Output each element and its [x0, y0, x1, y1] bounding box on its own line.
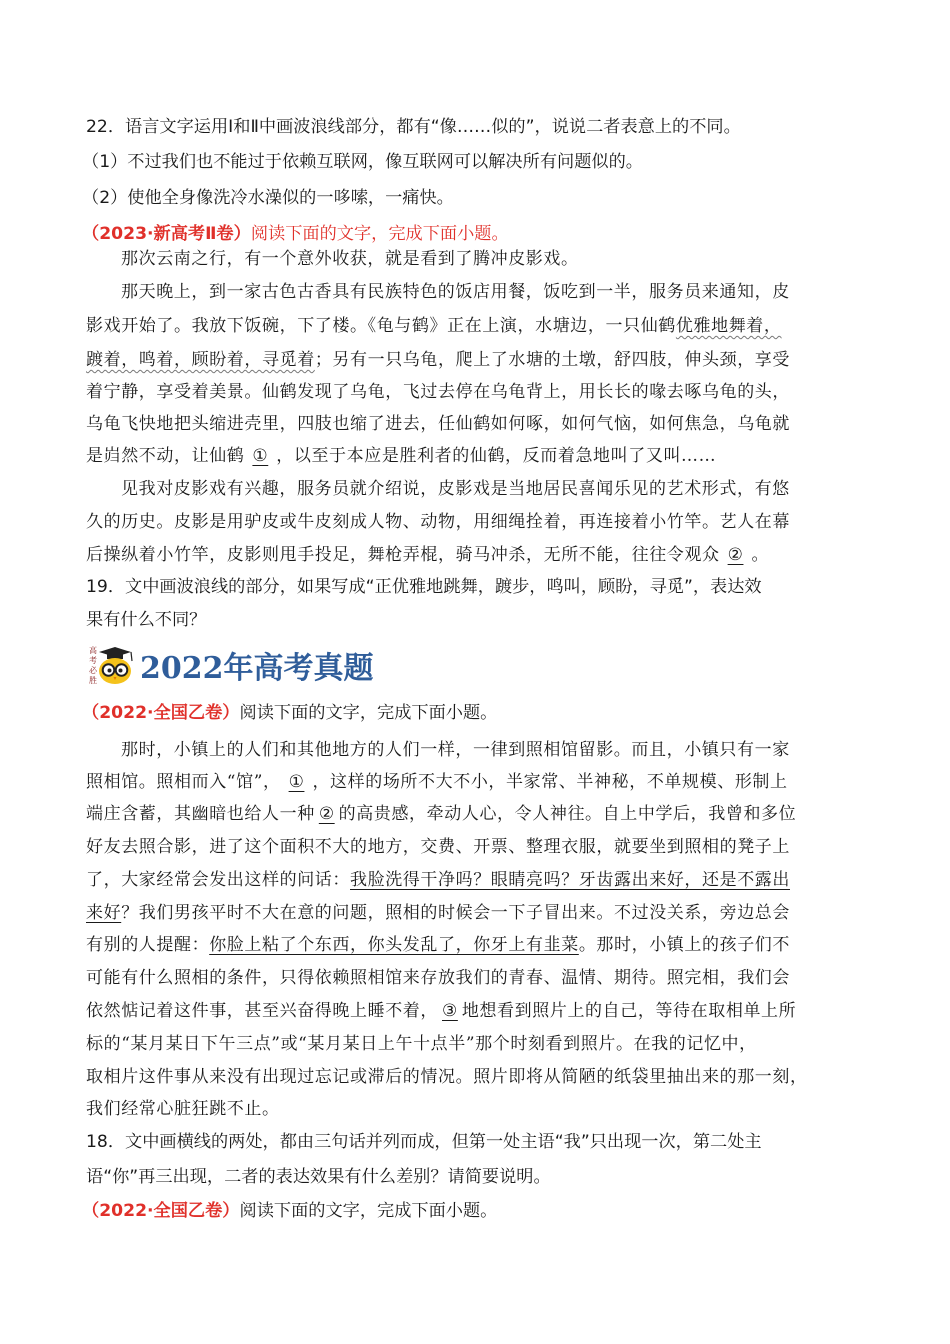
source-tag: （2022·全国乙卷） [82, 703, 240, 723]
passage2-line-6: 来好？我们男孩平时不大在意的问题，照相的时候会一下子冒出来。不过没关系，旁边总会 [86, 903, 791, 923]
passage2-line-4: 好友去照合影，进了这个面积不大的地方，交费、开票、整理衣服，就要坐到照相的凳子上 [86, 837, 790, 857]
source-instruction: 阅读下面的文字，完成下面小题。 [239, 1201, 498, 1221]
question-18-line-2: 语“你”再三出现，二者的表达效果有什么差别？请简要说明。 [86, 1167, 551, 1187]
source-tag: （2022·全国乙卷） [82, 1201, 240, 1221]
blank-2: ② [727, 545, 744, 565]
passage2-line-8: 可能有什么照相的条件，只得依赖照相馆来存放我们的青春、温情、期待。照完相，我们会 [86, 968, 790, 988]
passage1-line-10: 后操纵着小竹竿，皮影则甩手投足，舞枪弄棍，骑马冲杀，无所不能，往往令观众 ② 。 [86, 540, 769, 570]
underlined-text-1-end: 来好 [86, 903, 122, 923]
passage1-line-3: 影戏开始了。我放下饭碗，下了楼。《龟与鹤》正在上演，水塘边，一只仙鹤优雅地舞着， [86, 316, 782, 336]
passage1-line-7: 是岿然不动，让仙鹤 ① ，以至于本应是胜利者的仙鹤，反而着急地叫了又叫…… [86, 441, 716, 471]
svg-text:考: 考 [89, 656, 97, 665]
svg-text:胜: 胜 [89, 676, 97, 685]
source-instruction: 阅读下面的文字，完成下面小题。 [250, 224, 509, 244]
banner-title: 2022年高考真题 [140, 651, 374, 686]
question-19-line-1: 19．文中画波浪线的部分，如果写成“正优雅地跳舞，踱步，鸣叫，顾盼，寻觅”，表达效 [86, 577, 762, 597]
passage2-line-11: 取相片这件事从来没有出现过忘记或滞后的情况。照片即将从简陋的纸袋里抽出来的那一刻， [86, 1067, 808, 1087]
question-22-item-1: （1）不过我们也不能过于依赖互联网，像互联网可以解决所有问题似的。 [82, 152, 643, 172]
question-22-stem: 22．语言文字运用Ⅰ和Ⅱ中画波浪线部分，都有“像……似的”，说说二者表意上的不同。 [86, 117, 741, 137]
source-header-2022-b [82, 1196, 497, 1226]
passage2-line-9: 依然惦记着这件事，甚至兴奋得晚上睡不着， ③ 地想看到照片上的自己，等待在取相单上所 [86, 996, 796, 1026]
svg-text:高: 高 [89, 646, 97, 655]
passage1-line-8: 见我对皮影戏有兴趣，服务员就介绍说，皮影戏是当地居民喜闻乐见的艺术形式，有悠 [121, 479, 790, 499]
question-18-line-1: 18．文中画横线的两处，都由三句话并列而成，但第一处主语“我”只出现一次，第二处主 [86, 1132, 762, 1152]
passage1-line-6: 乌龟飞快地把头缩进壳里，四肢也缩了进去，任仙鹤如何啄，如何气恼，如何焦急，乌龟就 [86, 414, 790, 434]
passage2-line-7: 有别的人提醒：你脸上粘了个东西，你头发乱了，你牙上有韭菜。那时，小镇上的孩子们不 [86, 935, 791, 955]
source-tag: （2023·新高考Ⅱ卷） [82, 224, 251, 244]
owl-logo-icon [86, 641, 138, 689]
passage2-line-2: 照相馆。照相而入“馆”， ① ，这样的场所不大不小，半家常、半神秘，不单规模、形制上 [86, 767, 788, 797]
wavy-underlined-text: 踱着，鸣着，顾盼着，寻觅着 [86, 350, 315, 370]
underlined-text-2: 你脸上粘了个东西，你头发乱了，你牙上有韭菜 [209, 935, 579, 955]
source-instruction: 阅读下面的文字，完成下面小题。 [239, 703, 498, 723]
passage2-line-3: 端庄含蓄，其幽暗也给人一种 ② 的高贵感，牵动人心，令人神往。自上中学后，我曾和多位 [86, 799, 796, 829]
passage2-line-10: 标的“某月某日下午三点”或“某月某日上午十点半”那个时刻看到照片。在我的记忆中， [86, 1034, 757, 1054]
underlined-text-1: 我脸洗得干净吗？眼睛亮吗？牙齿露出来好，还是不露出 [350, 870, 790, 890]
section-banner-2022 [86, 641, 374, 689]
blank-1: ① [288, 772, 305, 792]
source-header-2022-a [82, 698, 497, 728]
wavy-underlined-text: 优雅地舞着， [675, 316, 782, 336]
passage1-line-5: 着宁静，享受着美景。仙鹤发现了乌龟，飞过去停在乌龟背上，用长长的喙去啄乌龟的头， [86, 382, 790, 402]
question-19-line-2: 果有什么不同？ [86, 610, 207, 630]
passage2-line-1: 那时，小镇上的人们和其他地方的人们一样，一律到照相馆留影。而且，小镇只有一家 [121, 740, 790, 760]
passage1-line-9: 久的历史。皮影是用驴皮或牛皮刻成人物、动物，用细绳拴着，再连接着小竹竿。艺人在幕 [86, 512, 790, 532]
passage1-line-2: 那天晚上，到一家古色古香具有民族特色的饭店用餐，饭吃到一半，服务员来通知，皮 [121, 282, 790, 302]
blank-1: ① [252, 446, 269, 466]
passage2-line-5: 了，大家经常会发出这样的问话：我脸洗得干净吗？眼睛亮吗？牙齿露出来好，还是不露出 [86, 870, 790, 890]
blank-2: ② [318, 804, 335, 824]
svg-text:必: 必 [89, 666, 97, 675]
passage1-line-4: 踱着，鸣着，顾盼着，寻觅着；另有一只乌龟，爬上了水塘的土墩，舒四肢，伸头颈，享受 [86, 350, 791, 370]
passage2-line-12: 我们经常心脏狂跳不止。 [86, 1099, 280, 1119]
blank-3: ③ [442, 1001, 458, 1021]
passage1-paragraph-1: 那次云南之行，有一个意外收获，就是看到了腾冲皮影戏。 [121, 249, 579, 269]
question-22-item-2: （2）使他全身像洗冷水澡似的一哆嗦，一痛快。 [82, 188, 454, 208]
